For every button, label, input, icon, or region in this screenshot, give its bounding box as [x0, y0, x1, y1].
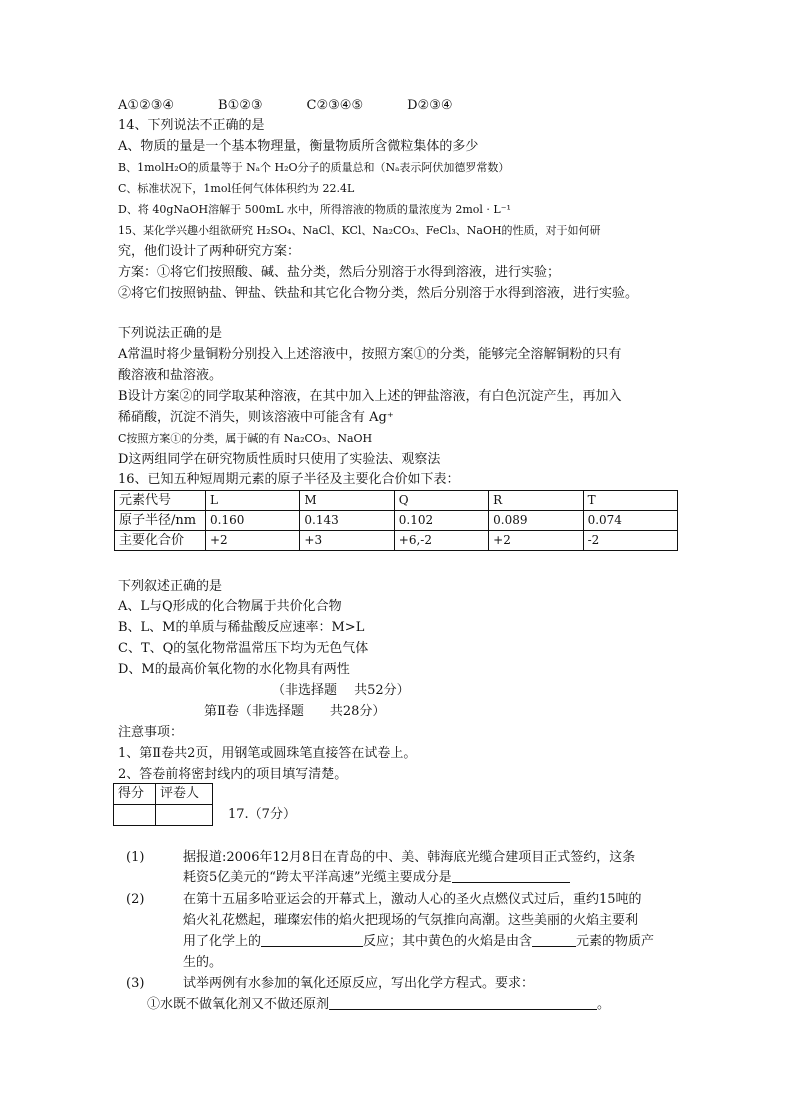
table-cell: 0.143 [300, 511, 394, 531]
table-cell: +2 [489, 531, 583, 551]
q15-stem-line2: 究，他们设计了两种研究方案： [118, 244, 301, 259]
q16-option-b: B、L、M的单质与稀盐酸反应速率：M>L [118, 620, 365, 635]
table-cell: 0.102 [394, 511, 488, 531]
q15-option-a-line1: A常温时将少量铜粉分别投入上述溶液中，按照方案①的分类，能够完全溶解铜粉的只有 [118, 347, 622, 362]
table-row [115, 491, 678, 511]
table-row [115, 511, 678, 531]
q16-option-c: C、T、Q的氢化物常温常压下均为无色气体 [118, 641, 369, 656]
q16-option-a: A、L与Q形成的化合物属于共价化合物 [118, 599, 342, 614]
table-cell: R [489, 491, 583, 511]
q17-part3-text: ①水既不做氧化剂又不做还原剂 [147, 997, 330, 1012]
table-cell: Q [394, 491, 488, 511]
table-cell: 0.160 [206, 511, 300, 531]
nonchoice-label: （非选择题 共52分） [272, 683, 410, 698]
q17-part2-line4: 生的。 [183, 955, 223, 970]
q15-stem-line1: 15、某化学兴趣小组欲研究 H₂SO₄、NaCl、KCl、Na₂CO₃、FeCl₃、NaOH的性质，对于如何研 [118, 224, 601, 237]
q17-part1-line2 [183, 868, 570, 887]
grader-field[interactable] [156, 805, 213, 826]
q13-option-a: A①②③④ [118, 98, 175, 113]
grader-label: 评卷人 [156, 784, 213, 805]
table-cell: M [300, 491, 394, 511]
q13-options [118, 96, 497, 115]
q17-part3-end: 。 [597, 997, 611, 1012]
q15-option-b-line2: 稀硝酸，沉淀不消失，则该溶液中可能含有 Ag⁺ [118, 410, 394, 425]
q17-part1-number: (1) [126, 850, 145, 865]
q17-part2-line1: 在第十五届多哈亚运会的开幕式上，激动人心的圣火点燃仪式过后，重约15吨的 [183, 892, 642, 907]
q15-plan-1: 方案：①将它们按照酸、碱、盐分类，然后分别溶于水得到溶液，进行实验； [118, 265, 561, 280]
q16-stem: 16、已知五种短周期元素的原子半径及主要化合价如下表： [118, 472, 460, 487]
q17-part3-line2 [147, 995, 610, 1014]
q15-question: 下列说法正确的是 [118, 326, 223, 341]
q17-part2-line2: 焰火礼花燃起，璀璨宏伟的焰火把现场的气氛推向高潮。这些美丽的火焰主要利 [183, 913, 639, 928]
q17-part3-number: (3) [126, 976, 145, 991]
q17-part3-line1: 试举两例有水参加的氧化还原反应，写出化学方程式。要求： [183, 976, 535, 991]
notice-title: 注意事项： [118, 725, 184, 740]
answer-blank-1[interactable] [452, 868, 570, 883]
table-cell: +2 [206, 531, 300, 551]
q17-part2-text-a: 用了化学上的 [183, 934, 262, 949]
row-header: 元素代号 [115, 491, 206, 511]
table-cell: 0.089 [489, 511, 583, 531]
q15-option-a-line2: 酸溶液和盐溶液。 [118, 368, 223, 383]
q14-stem: 14、下列说法不正确的是 [118, 118, 265, 133]
row-header: 主要化合价 [115, 531, 206, 551]
table-cell: +6,-2 [394, 531, 488, 551]
table-cell: 0.074 [583, 511, 677, 531]
notice-item-2: 2、答卷前将密封线内的项目填写清楚。 [118, 767, 348, 782]
q17-part2-text-b: 反应；其中黄色的火焰是由含 [363, 934, 533, 949]
section-title: 第Ⅱ卷（非选择题 共28分） [204, 704, 386, 719]
table-cell: +3 [300, 531, 394, 551]
score-label: 得分 [114, 784, 156, 805]
q17-part2-text-c: 元素的物质产 [576, 934, 655, 949]
q13-option-c: C②③④⑤ [306, 98, 364, 113]
q15-option-c: C按照方案①的分类，属于碱的有 Na₂CO₃、NaOH [118, 432, 373, 445]
score-table [113, 783, 213, 826]
q14-option-c: C、标准状况下，1mol任何气体体积约为 22.4L [118, 182, 355, 195]
q14-option-d: D、将 40gNaOH溶解于 500mL 水中，所得溶液的物质的量浓度为 2mol · L⁻¹ [118, 203, 511, 216]
element-property-table [114, 490, 678, 551]
q15-plan-2: ②将它们按照钠盐、钾盐、铁盐和其它化合物分类，然后分别溶于水得到溶液，进行实验。 [118, 286, 639, 301]
answer-blank-3[interactable] [532, 932, 576, 947]
q14-option-b: B、1molH₂O的质量等于 Nₐ个 H₂O分子的质量总和（Nₐ表示阿伏加德罗常数） [118, 161, 510, 174]
q15-option-d: D这两组同学在研究物质性质时只使用了实验法、观察法 [118, 452, 441, 467]
q17-part2-number: (2) [126, 892, 145, 907]
q15-option-b-line1: B设计方案②的同学取某种溶液，在其中加入上述的钾盐溶液，有白色沉淀产生，再加入 [118, 389, 622, 404]
table-row [115, 531, 678, 551]
q16-question: 下列叙述正确的是 [118, 579, 223, 594]
q17-part1-text: 耗资5亿美元的“跨太平洋高速”光缆主要成分是 [183, 870, 452, 885]
q17-part1-line1: 据报道:2006年12月8日在青岛的中、美、韩海底光缆合建项目正式签约，这条 [183, 850, 636, 865]
q13-option-d: D②③④ [407, 98, 453, 113]
q17-part2-line3 [183, 932, 654, 951]
table-cell: T [583, 491, 677, 511]
q17-title: 17.（7分） [228, 807, 296, 822]
notice-item-1: 1、第Ⅱ卷共2页，用钢笔或圆珠笔直接答在试卷上。 [118, 746, 417, 761]
q13-option-b: B①②③ [218, 98, 263, 113]
score-field[interactable] [114, 805, 156, 826]
answer-blank-2[interactable] [261, 932, 363, 947]
answer-blank-4[interactable] [329, 995, 597, 1010]
table-cell: L [206, 491, 300, 511]
q14-option-a: A、物质的量是一个基本物理量，衡量物质所含微粒集体的多少 [118, 139, 479, 154]
table-cell: -2 [583, 531, 677, 551]
q16-option-d: D、M的最高价氧化物的水化物具有两性 [118, 662, 350, 677]
row-header: 原子半径/nm [115, 511, 206, 531]
